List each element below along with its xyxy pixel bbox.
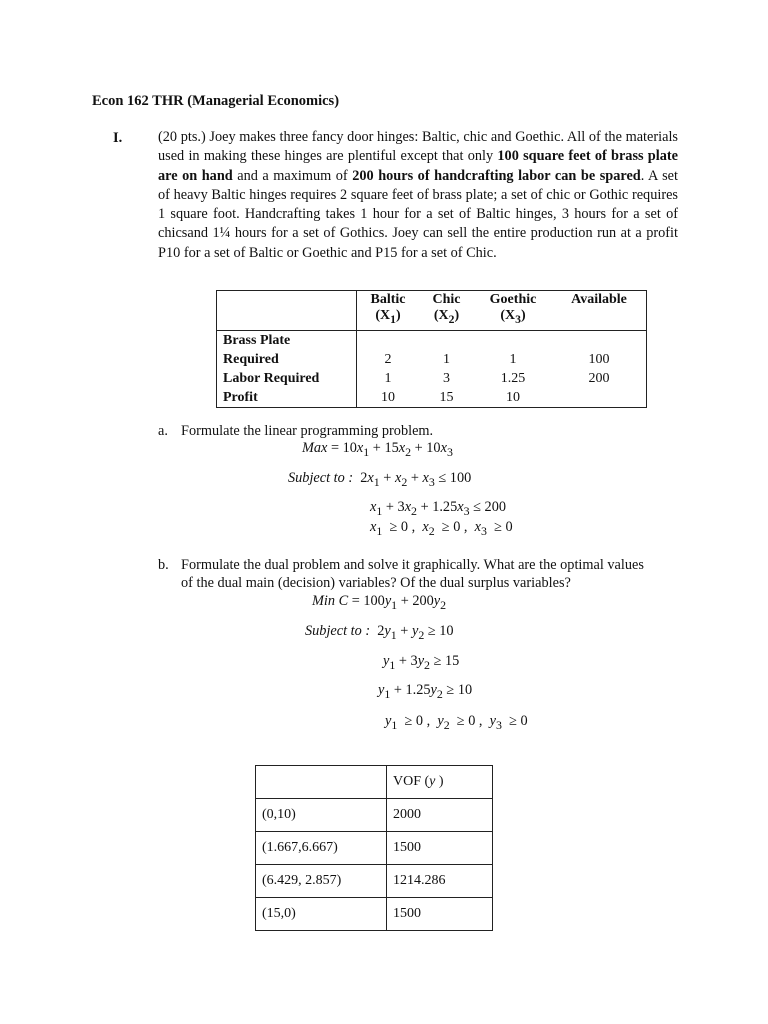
table-cell xyxy=(474,331,552,351)
primal-nonnegativity: $x_1 \ge 0$ , $x_2 \ge 0$ , $x_3 \ge 0$ xyxy=(370,519,513,538)
vof-header-var: y xyxy=(429,774,436,789)
dual-constraint-2: $y_1 + 3y_2 \ge 15$ xyxy=(383,653,460,672)
vof-header xyxy=(387,766,493,799)
table-row xyxy=(217,350,647,369)
table-header-row xyxy=(256,766,493,799)
table-cell xyxy=(552,331,647,351)
table-cell: 15 xyxy=(439,390,454,405)
header-sub: 3 xyxy=(515,312,521,326)
header-var: X xyxy=(505,308,516,323)
row-label-labor: Labor Required xyxy=(217,369,357,388)
header-var: X xyxy=(438,308,449,323)
question-text-part: and a maximum of xyxy=(232,167,353,184)
table-cell: 1500 xyxy=(387,832,493,865)
table-cell: 3 xyxy=(443,371,450,386)
table-cell: 1500 xyxy=(387,898,493,931)
table-cell: (6.429, 2.857) xyxy=(256,865,387,898)
table-cell: 10 xyxy=(506,390,520,405)
table-cell xyxy=(552,388,647,408)
part-b-label: b. xyxy=(158,557,169,573)
part-a-label: a. xyxy=(158,423,168,439)
table-cell: 1 xyxy=(443,352,450,367)
table-cell: (15,0) xyxy=(256,898,387,931)
primal-constraint-1: Subject to : $2x_1 + x_2 + x_3 \le 100$ xyxy=(288,470,472,489)
vof-header-label: VOF ( xyxy=(393,774,430,789)
primal-constraint-2: $x_1 + 3x_2 + 1.25x_3 \le 200$ xyxy=(370,499,506,518)
question-text-part: . A set of heavy Baltic hinges requires 2 square feet of brass plate; a set of chic or Gothic requires 1 square foot. Handcrafting takes 1 hour for a set of Baltic hinges, 3 hours for a set of chicsand 1¼ hours for a set of Gothics. Joey can sell the entire production run at a profit P10 for a set of Baltic or Goethic and P15 for a set of Chic. xyxy=(158,167,678,261)
table-cell: 2 xyxy=(384,352,392,367)
header-baltic: Baltic $(X_1)$ xyxy=(357,291,420,331)
dual-constraint-1: Subject to : $2y_1 + y_2 \ge 10$ xyxy=(305,623,454,642)
primal-objective: Max = $10x_1 + 15x_2 + 10x_3$ xyxy=(302,440,453,459)
table-row xyxy=(217,369,647,388)
part-a-text: Formulate the linear programming problem. xyxy=(181,423,434,439)
table-cell: 1 xyxy=(509,352,517,367)
question-number: I. xyxy=(113,130,123,146)
question-bold-labor: 200 hours of handcrafting labor can be spared xyxy=(352,167,641,184)
question-text-part: (20 pts.) Joey makes three fancy door hinges: Baltic, chic and Goethic. All of the materials used in making these hinges are plentiful except that only xyxy=(158,129,678,165)
page-title: Econ 162 THR (Managerial Economics) xyxy=(92,93,340,109)
dual-constraint-3: $y_1 + 1.25y_2 \ge 10$ xyxy=(378,682,473,701)
dual-objective: Min $C = 100y_1 + 200y_2$ xyxy=(312,593,447,612)
table-row xyxy=(217,331,647,351)
question-bold-brass: 100 square feet of brass plate are on hand xyxy=(158,148,678,184)
header-label: Baltic xyxy=(370,292,406,307)
resource-table xyxy=(216,290,647,408)
row-label-profit: Profit xyxy=(217,388,357,408)
table-row xyxy=(256,898,493,931)
table-row xyxy=(256,865,493,898)
vertices-table xyxy=(255,765,493,931)
header-available xyxy=(552,291,647,331)
part-b-text-line1: Formulate the dual problem and solve it graphically. What are the optimal values xyxy=(181,557,644,573)
table-cell: 1 xyxy=(384,371,392,386)
row-label-line: Brass Plate xyxy=(223,333,291,348)
table-cell: 1214.286 xyxy=(387,865,493,898)
table-cell: 1.25 xyxy=(500,371,526,386)
header-var: X xyxy=(380,308,391,323)
header-chic: Chic $(X_2)$ xyxy=(419,291,474,331)
header-goethic: Goethic $(X_3)$ xyxy=(474,291,552,331)
header-label: Available xyxy=(571,292,627,307)
table-cell: 100 xyxy=(588,352,610,367)
table-cell: (1.667,6.667) xyxy=(256,832,387,865)
header-label: Chic xyxy=(432,292,461,307)
resource-table-header xyxy=(217,291,647,331)
row-label-required: Required xyxy=(217,350,357,369)
table-row xyxy=(217,388,647,408)
table-cell xyxy=(357,331,420,351)
dual-nonnegativity: $y_1 \ge 0$ , $y_2 \ge 0$ , $y_3 \ge 0$ xyxy=(385,713,528,732)
header-sub: 1 xyxy=(390,312,396,326)
header-sub: 2 xyxy=(448,312,455,326)
table-cell: 200 xyxy=(588,371,610,386)
question-text xyxy=(158,128,678,263)
vof-header-close: ) xyxy=(435,774,444,789)
row-label-brass xyxy=(217,331,357,351)
table-row xyxy=(256,832,493,865)
part-b-text-line2: of the dual main (decision) variables? Of the dual surplus variables? xyxy=(181,575,571,591)
header-blank-cell xyxy=(217,291,357,331)
table-cell: (0,10) xyxy=(256,799,387,832)
table-cell xyxy=(256,766,387,799)
header-label: Goethic xyxy=(489,292,537,307)
table-cell: 10 xyxy=(381,390,395,405)
table-cell xyxy=(419,331,474,351)
table-row xyxy=(256,799,493,832)
table-cell: 2000 xyxy=(387,799,493,832)
